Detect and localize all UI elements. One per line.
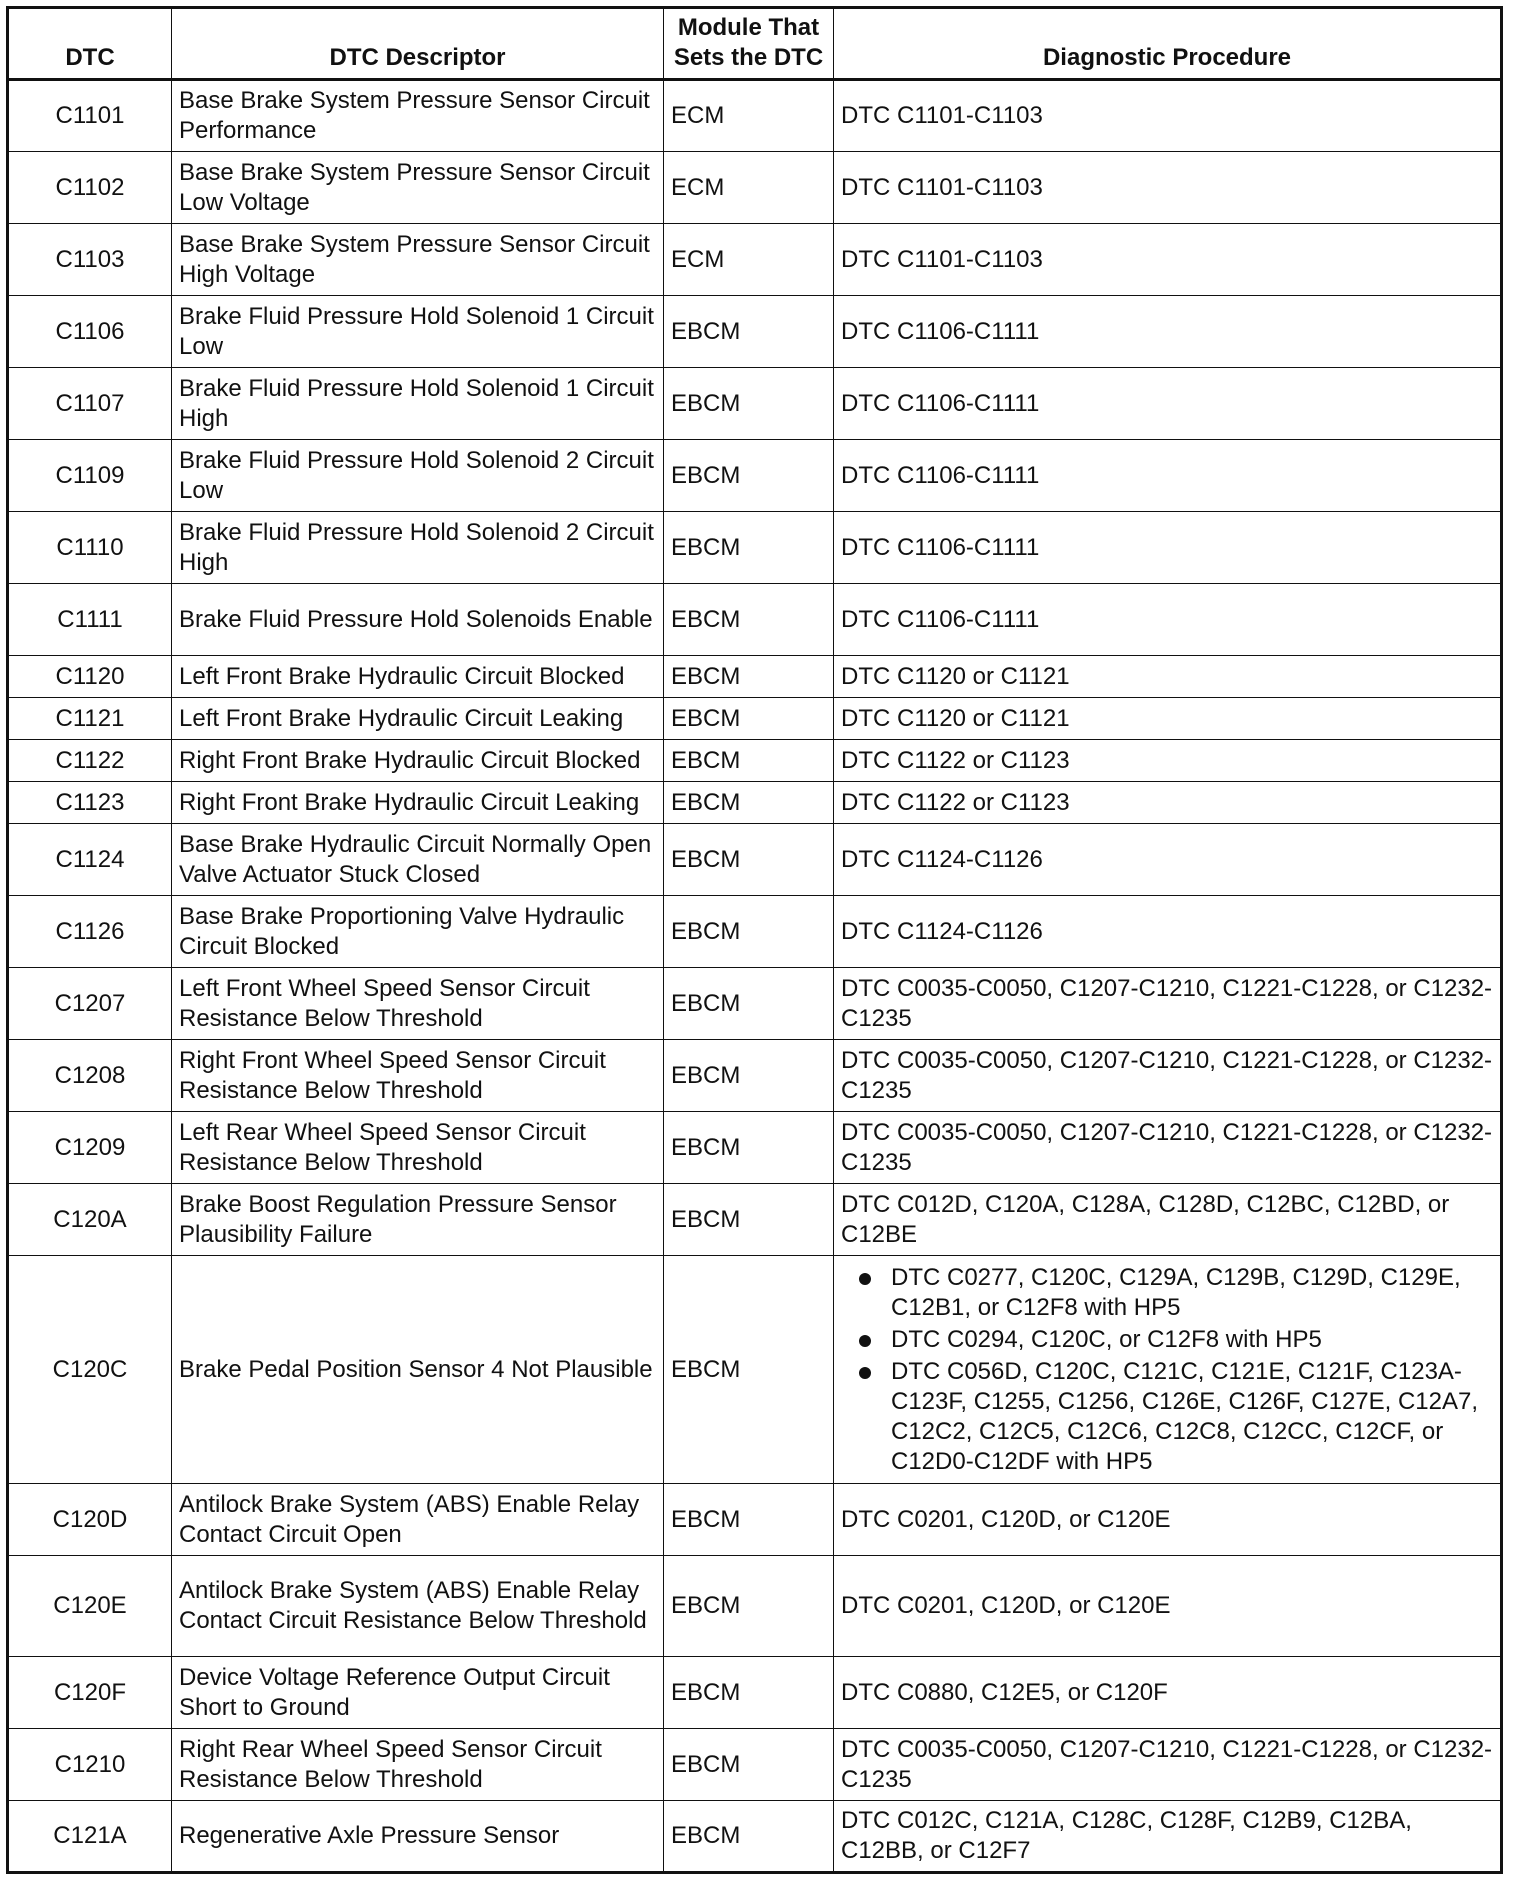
- module-cell: EBCM: [664, 512, 834, 584]
- procedure-cell: DTC C0035-C0050, C1207-C1210, C1221-C1228, or C1232-C1235: [834, 1729, 1502, 1801]
- procedure-cell: DTC C1122 or C1123: [834, 740, 1502, 782]
- table-row: [8, 1184, 1502, 1256]
- header-dtc: DTC: [8, 8, 172, 80]
- table-row: [8, 1729, 1502, 1801]
- dtc-code-cell: C1109: [8, 440, 172, 512]
- descriptor-cell: Antilock Brake System (ABS) Enable Relay Contact Circuit Open: [172, 1484, 664, 1556]
- table-row: [8, 1657, 1502, 1729]
- procedure-cell: DTC C1120 or C1121: [834, 698, 1502, 740]
- dtc-code-cell: C1122: [8, 740, 172, 782]
- dtc-code-cell: C1120: [8, 656, 172, 698]
- procedure-cell: DTC C0201, C120D, or C120E: [834, 1484, 1502, 1556]
- descriptor-cell: Brake Fluid Pressure Hold Solenoid 1 Circuit Low: [172, 296, 664, 368]
- descriptor-cell: Base Brake Hydraulic Circuit Normally Open Valve Actuator Stuck Closed: [172, 824, 664, 896]
- dtc-code-cell: C1210: [8, 1729, 172, 1801]
- procedure-cell: DTC C1106-C1111: [834, 440, 1502, 512]
- procedure-cell: DTC C1106-C1111: [834, 584, 1502, 656]
- bullet-icon: [859, 1335, 871, 1347]
- module-cell: ECM: [664, 80, 834, 152]
- header-row: [8, 8, 1502, 80]
- module-cell: EBCM: [664, 1484, 834, 1556]
- procedure-cell: DTC C0035-C0050, C1207-C1210, C1221-C1228, or C1232-C1235: [834, 968, 1502, 1040]
- procedure-cell: DTC C1101-C1103: [834, 80, 1502, 152]
- table-row: [8, 656, 1502, 698]
- module-cell: EBCM: [664, 740, 834, 782]
- module-cell: EBCM: [664, 1040, 834, 1112]
- table-row: [8, 824, 1502, 896]
- procedure-cell: DTC C1122 or C1123: [834, 782, 1502, 824]
- dtc-code-cell: C1107: [8, 368, 172, 440]
- table-row: [8, 296, 1502, 368]
- module-cell: EBCM: [664, 1729, 834, 1801]
- table-row: [8, 740, 1502, 782]
- table-row: [8, 440, 1502, 512]
- dtc-code-cell: C1101: [8, 80, 172, 152]
- module-cell: EBCM: [664, 1801, 834, 1873]
- table-row: [8, 1484, 1502, 1556]
- procedure-list-item: [841, 1263, 1493, 1323]
- module-cell: EBCM: [664, 698, 834, 740]
- table-row: [8, 1040, 1502, 1112]
- module-cell: EBCM: [664, 968, 834, 1040]
- header-descriptor: DTC Descriptor: [172, 8, 664, 80]
- procedure-cell: DTC C0035-C0050, C1207-C1210, C1221-C1228, or C1232-C1235: [834, 1112, 1502, 1184]
- descriptor-cell: Right Front Brake Hydraulic Circuit Leaking: [172, 782, 664, 824]
- module-cell: EBCM: [664, 896, 834, 968]
- header-procedure: Diagnostic Procedure: [834, 8, 1502, 80]
- module-cell: EBCM: [664, 1112, 834, 1184]
- table-row: [8, 80, 1502, 152]
- table-row: [8, 512, 1502, 584]
- module-cell: EBCM: [664, 824, 834, 896]
- module-cell: ECM: [664, 224, 834, 296]
- table-row: [8, 1801, 1502, 1873]
- dtc-code-cell: C120E: [8, 1556, 172, 1657]
- dtc-code-cell: C121A: [8, 1801, 172, 1873]
- procedure-list-item: [841, 1357, 1493, 1477]
- procedure-list: [841, 1263, 1493, 1477]
- procedure-cell: DTC C1106-C1111: [834, 296, 1502, 368]
- dtc-code-cell: C1106: [8, 296, 172, 368]
- table-row: [8, 224, 1502, 296]
- procedure-list-text: DTC C056D, C120C, C121C, C121E, C121F, C123A-C123F, C1255, C1256, C126E, C126F, C127E, C12A7, C12C2, C12C5, C12C6, C12C8, C12CC, C12CF, or C12D0-C12DF with HP5: [891, 1357, 1479, 1475]
- descriptor-cell: Base Brake System Pressure Sensor Circuit High Voltage: [172, 224, 664, 296]
- module-cell: EBCM: [664, 1184, 834, 1256]
- header-module: Module That Sets the DTC: [664, 8, 834, 80]
- descriptor-cell: Brake Fluid Pressure Hold Solenoids Enable: [172, 584, 664, 656]
- dtc-code-cell: C1126: [8, 896, 172, 968]
- dtc-code-cell: C1102: [8, 152, 172, 224]
- dtc-code-cell: C1124: [8, 824, 172, 896]
- descriptor-cell: Regenerative Axle Pressure Sensor: [172, 1801, 664, 1873]
- dtc-code-cell: C120A: [8, 1184, 172, 1256]
- module-cell: ECM: [664, 152, 834, 224]
- procedure-cell: DTC C1124-C1126: [834, 824, 1502, 896]
- dtc-table: [6, 6, 1503, 1874]
- dtc-code-cell: C1110: [8, 512, 172, 584]
- descriptor-cell: Right Rear Wheel Speed Sensor Circuit Resistance Below Threshold: [172, 1729, 664, 1801]
- descriptor-cell: Brake Fluid Pressure Hold Solenoid 2 Circuit Low: [172, 440, 664, 512]
- table-body: [8, 80, 1502, 1873]
- procedure-cell: DTC C1120 or C1121: [834, 656, 1502, 698]
- module-cell: EBCM: [664, 296, 834, 368]
- procedure-list-text: DTC C0277, C120C, C129A, C129B, C129D, C129E, C12B1, or C12F8 with HP5: [891, 1263, 1461, 1321]
- procedure-cell: [834, 1256, 1502, 1484]
- descriptor-cell: Left Front Brake Hydraulic Circuit Leaking: [172, 698, 664, 740]
- descriptor-cell: Left Rear Wheel Speed Sensor Circuit Resistance Below Threshold: [172, 1112, 664, 1184]
- procedure-list-item: [841, 1325, 1493, 1355]
- module-cell: EBCM: [664, 782, 834, 824]
- procedure-cell: DTC C0880, C12E5, or C120F: [834, 1657, 1502, 1729]
- table-row: [8, 896, 1502, 968]
- procedure-cell: DTC C012C, C121A, C128C, C128F, C12B9, C12BA, C12BB, or C12F7: [834, 1801, 1502, 1873]
- bullet-icon: [859, 1367, 871, 1379]
- table-row: [8, 968, 1502, 1040]
- dtc-code-cell: C1121: [8, 698, 172, 740]
- dtc-code-cell: C1209: [8, 1112, 172, 1184]
- descriptor-cell: Device Voltage Reference Output Circuit Short to Ground: [172, 1657, 664, 1729]
- module-cell: EBCM: [664, 1556, 834, 1657]
- table-row: [8, 698, 1502, 740]
- procedure-cell: DTC C1101-C1103: [834, 224, 1502, 296]
- dtc-code-cell: C1103: [8, 224, 172, 296]
- descriptor-cell: Brake Boost Regulation Pressure Sensor Plausibility Failure: [172, 1184, 664, 1256]
- descriptor-cell: Left Front Brake Hydraulic Circuit Blocked: [172, 656, 664, 698]
- procedure-cell: DTC C1124-C1126: [834, 896, 1502, 968]
- procedure-cell: DTC C0201, C120D, or C120E: [834, 1556, 1502, 1657]
- descriptor-cell: Left Front Wheel Speed Sensor Circuit Resistance Below Threshold: [172, 968, 664, 1040]
- dtc-code-cell: C1123: [8, 782, 172, 824]
- module-cell: EBCM: [664, 1256, 834, 1484]
- procedure-cell: DTC C1106-C1111: [834, 368, 1502, 440]
- bullet-icon: [859, 1273, 871, 1285]
- table-row: [8, 1556, 1502, 1657]
- descriptor-cell: Base Brake System Pressure Sensor Circuit Performance: [172, 80, 664, 152]
- dtc-code-cell: C120C: [8, 1256, 172, 1484]
- descriptor-cell: Brake Fluid Pressure Hold Solenoid 1 Circuit High: [172, 368, 664, 440]
- module-cell: EBCM: [664, 440, 834, 512]
- table-row: [8, 368, 1502, 440]
- module-cell: EBCM: [664, 368, 834, 440]
- table-row: [8, 1256, 1502, 1484]
- descriptor-cell: Antilock Brake System (ABS) Enable Relay Contact Circuit Resistance Below Threshold: [172, 1556, 664, 1657]
- descriptor-cell: Brake Pedal Position Sensor 4 Not Plausible: [172, 1256, 664, 1484]
- descriptor-cell: Base Brake Proportioning Valve Hydraulic Circuit Blocked: [172, 896, 664, 968]
- procedure-cell: DTC C1101-C1103: [834, 152, 1502, 224]
- procedure-list-text: DTC C0294, C120C, or C12F8 with HP5: [891, 1325, 1322, 1353]
- module-cell: EBCM: [664, 584, 834, 656]
- procedure-cell: DTC C012D, C120A, C128A, C128D, C12BC, C12BD, or C12BE: [834, 1184, 1502, 1256]
- dtc-code-cell: C1207: [8, 968, 172, 1040]
- table-row: [8, 1112, 1502, 1184]
- procedure-cell: DTC C0035-C0050, C1207-C1210, C1221-C1228, or C1232-C1235: [834, 1040, 1502, 1112]
- procedure-cell: DTC C1106-C1111: [834, 512, 1502, 584]
- dtc-code-cell: C120D: [8, 1484, 172, 1556]
- descriptor-cell: Base Brake System Pressure Sensor Circuit Low Voltage: [172, 152, 664, 224]
- dtc-code-cell: C1111: [8, 584, 172, 656]
- dtc-code-cell: C1208: [8, 1040, 172, 1112]
- table-row: [8, 584, 1502, 656]
- descriptor-cell: Right Front Wheel Speed Sensor Circuit Resistance Below Threshold: [172, 1040, 664, 1112]
- dtc-code-cell: C120F: [8, 1657, 172, 1729]
- table-row: [8, 152, 1502, 224]
- table-row: [8, 782, 1502, 824]
- module-cell: EBCM: [664, 1657, 834, 1729]
- descriptor-cell: Brake Fluid Pressure Hold Solenoid 2 Circuit High: [172, 512, 664, 584]
- module-cell: EBCM: [664, 656, 834, 698]
- descriptor-cell: Right Front Brake Hydraulic Circuit Blocked: [172, 740, 664, 782]
